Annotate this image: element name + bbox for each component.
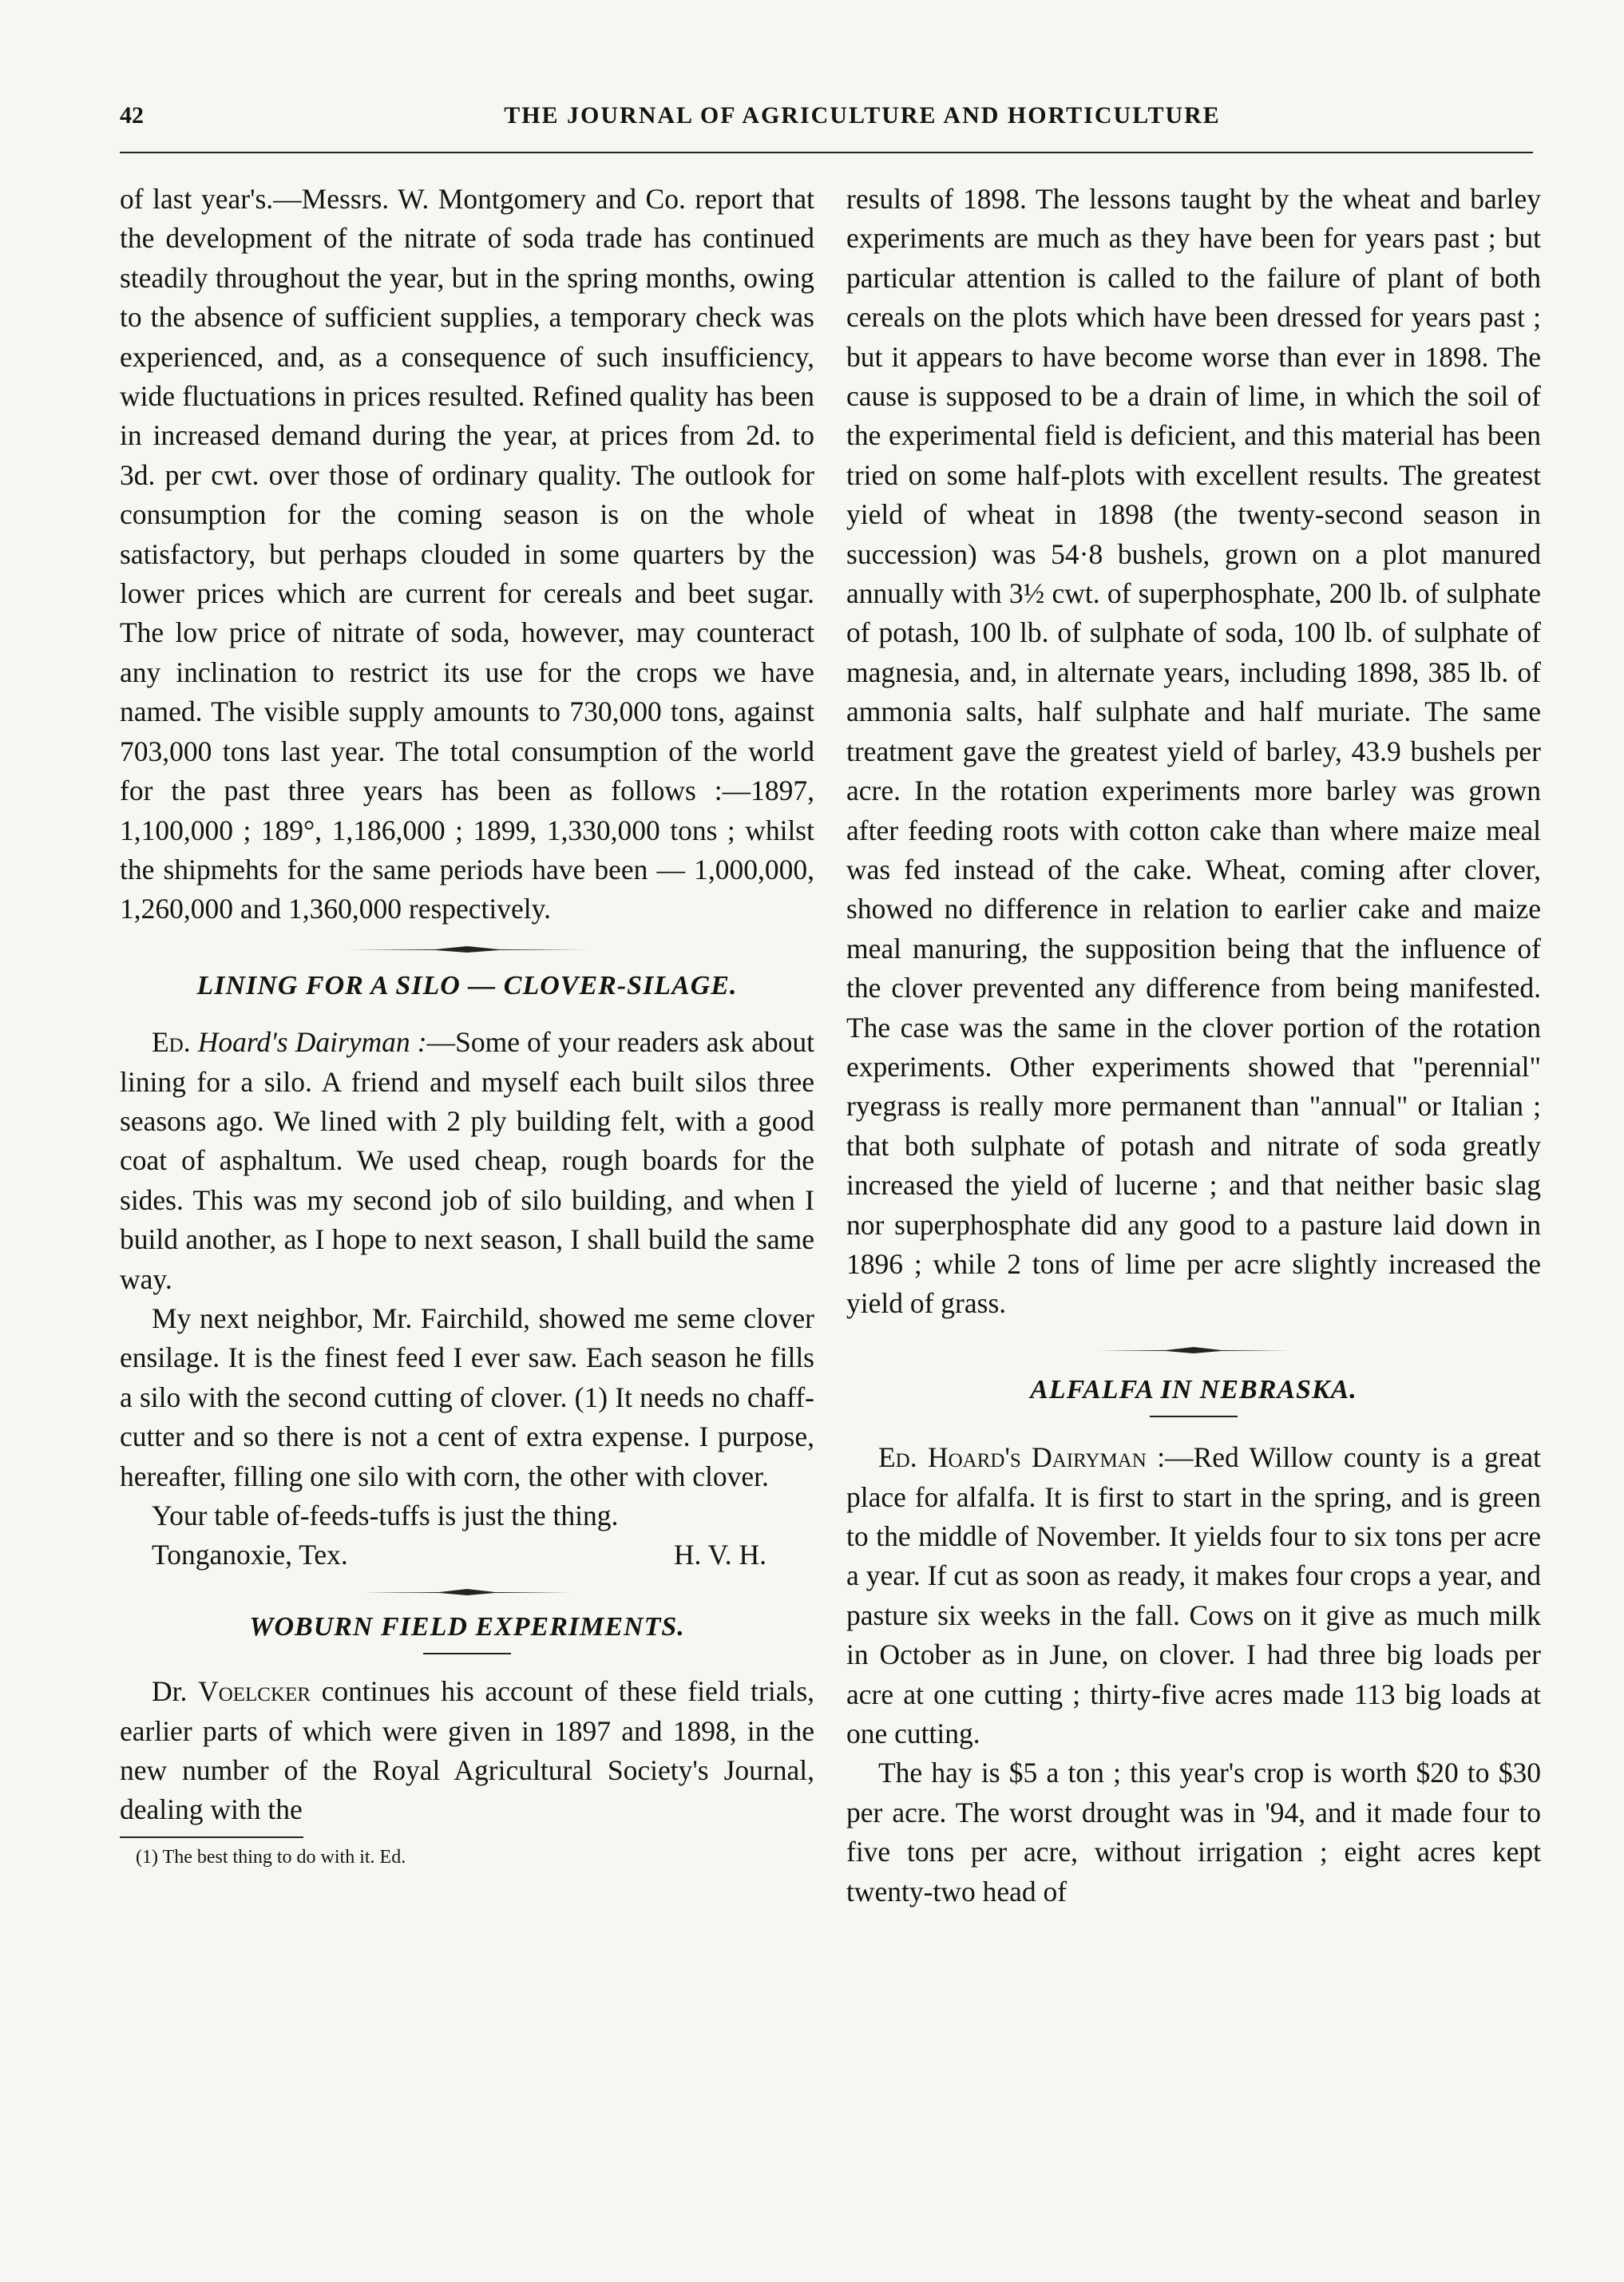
- running-title: THE JOURNAL OF AGRICULTURE AND HORTICULTURE: [504, 102, 1221, 129]
- silo-prefix: Ed.: [152, 1026, 191, 1059]
- heading-underline: [423, 1653, 511, 1654]
- silo-paragraph-1: [120, 1023, 814, 1299]
- section-divider-ornament: [363, 1587, 571, 1598]
- heading-underline: [1150, 1416, 1238, 1417]
- alfalfa-heading: ALFALFA IN NEBRASKA.: [1030, 1374, 1357, 1404]
- silo-paragraph-3: Your table of-feeds-tuffs is just the thing.: [152, 1500, 619, 1531]
- nitrate-paragraph: of last year's.—Messrs. W. Montgomery and Co. report that the development of the nitrate of soda trade has continued steadily throughout the year, but in the spring months, owing to the absence of sufficient supplies, a temporary check was experienced, and, as a consequence of such insufficiency, wide fluctuations in prices resulted. Refined quality has been in increased demand during the year, at prices from 2d. to 3d. per cwt. over those of ordinary quality. The outlook for consumption for the coming season is on the whole satisfactory, but perhaps clouded in some quarters by the lower prices which are current for cereals and beet sugar. The low price of nitrate of soda, however, may counteract any inclination to restrict its use for the crops we have named. The visible supply amounts to 730,000 tons, against 703,000 tons last year. The total consumption of the world for the past three years has been as follows :—1897, 1,100,000 ; 189°, 1,186,000 ; 1899, 1,330,000 tons ; whilst the shipmehts for the same periods have been — 1,000,000, 1,260,000 and 1,360,000 respectively.: [120, 183, 814, 925]
- alfalfa-paragraph-2: The hay is $5 a ton ; this year's crop is worth $20 to $30 per acre. The worst drought was in '94, and it made four to five tons per acre, without irrigation ; eight acres kept twenty-two head of: [846, 1757, 1541, 1908]
- woburn-heading: WOBURN FIELD EXPERIMENTS.: [249, 1611, 685, 1642]
- silo-source: Hoard's Dairyman :: [197, 1026, 427, 1059]
- silo-paragraph-2: My next neighbor, Mr. Fairchild, showed me seme clover ensilage. It is the finest feed I ever saw. Each season he fills a silo with the second cutting of clover. (1) It needs no chaff-cutter and so there is not a cent of extra expense. I purpose, hereafter, filling one silo with corn, the other with clover.: [120, 1301, 814, 1492]
- silo-signature: [120, 1535, 814, 1575]
- section-divider-ornament: [347, 944, 587, 955]
- header-rule: [120, 152, 1533, 153]
- footnote: (1) The best thing to do with it. Ed.: [136, 1846, 406, 1868]
- silo-initials: H. V. H.: [673, 1539, 766, 1571]
- woburn-prefix: Dr.: [152, 1675, 188, 1708]
- page-header: [120, 94, 1533, 142]
- woburn-continued: results of 1898. The lessons taught by the wheat and barley experiments are much as they have been for years past ; but particular attention is called to the failure of plant of both cereals on the plots which have been dressed for years past ; but it appears to have become worse than ever in 1898. The cause is supposed to be a drain of lime, in which the soil of the experimental field is deficient, and this material has been tried on some half-plots with excellent results. The greatest yield of wheat in 1898 (the twenty-second season in succession) was 54·8 bushels, grown on a plot manured annually with 3½ cwt. of superphosphate, 200 lb. of sulphate of potash, 100 lb. of sulphate of soda, 100 lb. of sulphate of magnesia, and, in alternate years, including 1898, 385 lb. of ammonia salts, half sulphate and half muriate. The same treatment gave the greatest yield of barley, 43.9 bushels per acre. In the rotation experiments more barley was grown after feeding roots with cotton cake than where maize meal was fed instead of the cake. Wheat, coming after clover, showed no difference in relation to earlier cake and maize meal manuring, the supposition being that the influence of the clover prevented any difference from being manifested. The case was the same in the clover portion of the rotation experiments. Other experiments showed that "perennial" ryegrass is really more permanent than "annual" or Italian ; that both sulphate of potash and nitrate of soda greatly increased the yield of lucerne ; and that neither basic slag nor superphosphate did any good to a pasture laid down in 1896 ; while 2 tons of lime per acre slightly increased the yield of grass.: [846, 183, 1541, 1320]
- silo-heading: LINING FOR A SILO — CLOVER-SILAGE.: [196, 970, 738, 1000]
- silo-place: Tonganoxie, Tex.: [152, 1539, 348, 1571]
- page-number: 42: [120, 102, 144, 129]
- silo-text: —Some of your readers ask about lining for a silo. A friend and myself each built silos three seasons ago. We lined with 2 ply building felt, with a good coat of asphaltum. We used cheap, rough boards for the sides. This was my second job of silo building, and when I build another, as I hope to next season, I shall build the same way.: [120, 1026, 814, 1295]
- section-divider-ornament: [1098, 1345, 1289, 1356]
- footnote-rule: [120, 1836, 303, 1838]
- alfalfa-prefix: Ed. Hoard's Dairyman :: [878, 1441, 1166, 1474]
- right-column: [846, 180, 1541, 1912]
- woburn-name: Voelcker: [198, 1675, 311, 1708]
- left-column: [120, 180, 814, 1872]
- woburn-paragraph-1: [120, 1672, 814, 1830]
- alfalfa-text: —Red Willow county is a great place for alfalfa. It is first to start in the spring, and is green to the middle of November. It yields four to six tons per acre a year. If cut as soon as ready, it makes four crops a year, and pasture six weeks in the fall. Cows on it give as much milk in October as in June, on clover. I had three big loads per acre at one cutting ; thirty-five acres made 113 big loads at one cutting.: [846, 1441, 1541, 1750]
- woburn-text: continues his account of these field trials, earlier parts of which were given in 1897 and 1898, in the new number of the Royal Agricultural Society's Journal, dealing with the: [120, 1675, 815, 1826]
- alfalfa-paragraph-1: [846, 1438, 1541, 1753]
